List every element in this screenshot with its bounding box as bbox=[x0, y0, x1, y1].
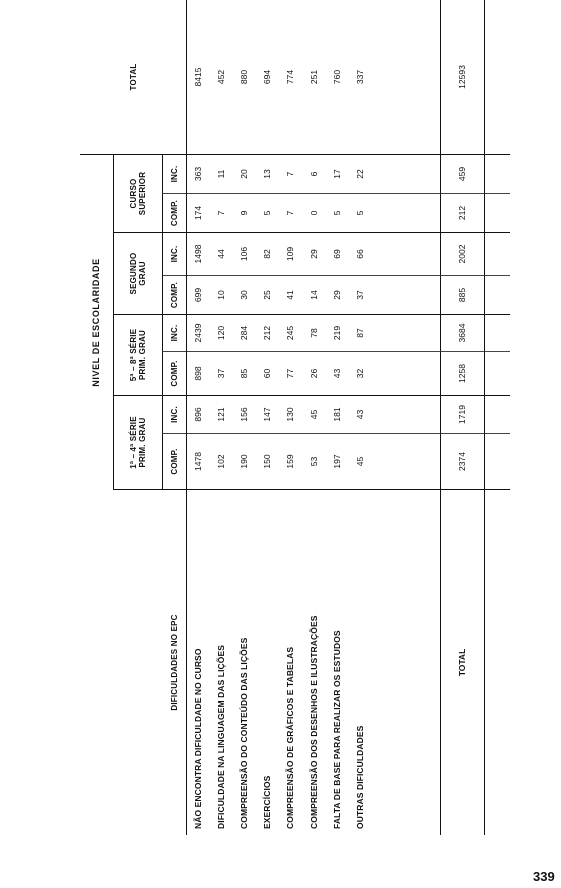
total-cell: 212 bbox=[440, 194, 484, 233]
table-cell: 181 bbox=[326, 396, 349, 434]
table-cell: 26 bbox=[303, 352, 326, 396]
table-cell: 120 bbox=[210, 315, 233, 352]
total-cell: 1719 bbox=[440, 396, 484, 434]
group-header-line: 5ª – 8ª SÉRIE bbox=[128, 328, 138, 382]
row-header: DIFICULDADES NO EPC bbox=[169, 614, 179, 711]
group-header-line: GRAU bbox=[138, 261, 147, 286]
total-cell: 1258 bbox=[440, 352, 484, 396]
table-cell: 60 bbox=[256, 352, 279, 396]
table-cell: 190 bbox=[233, 434, 256, 490]
table-cell: 245 bbox=[279, 315, 303, 352]
total-cell: 2374 bbox=[440, 434, 484, 490]
table-cell: 30 bbox=[233, 276, 256, 315]
total-cell: 12593 bbox=[440, 0, 484, 155]
total-cell: 459 bbox=[440, 155, 484, 194]
table-cell: 0 bbox=[303, 194, 326, 233]
table-cell: 5 bbox=[349, 194, 373, 233]
table-cell: 109 bbox=[279, 233, 303, 276]
table-cell: 212 bbox=[256, 315, 279, 352]
total-header: TOTAL bbox=[80, 0, 187, 155]
spacer-cell bbox=[373, 233, 440, 276]
spacer-cell bbox=[373, 396, 440, 434]
table-cell: 5 bbox=[256, 194, 279, 233]
table-cell: 32 bbox=[349, 352, 373, 396]
table-title: NIVEL DE ESCOLARIDADE bbox=[91, 258, 102, 387]
table-cell: 43 bbox=[326, 352, 349, 396]
table-cell: 219 bbox=[326, 315, 349, 352]
empty-corner bbox=[80, 490, 162, 835]
subheader-inc: INC. bbox=[162, 396, 187, 434]
table-cell: 8415 bbox=[187, 0, 210, 155]
group-header-line: SUPERIOR bbox=[138, 171, 147, 216]
table-cell: 898 bbox=[187, 352, 210, 396]
bottom-cell bbox=[484, 434, 510, 490]
bottom-cell bbox=[484, 490, 510, 835]
subheader-comp: COMP. bbox=[162, 352, 187, 396]
table-cell: 43 bbox=[349, 396, 373, 434]
table-cell: 159 bbox=[279, 434, 303, 490]
bottom-cell bbox=[484, 396, 510, 434]
spacer-cell bbox=[373, 194, 440, 233]
table-cell: 13 bbox=[256, 155, 279, 194]
table-cell: 45 bbox=[349, 434, 373, 490]
subheader-comp: COMP. bbox=[162, 194, 187, 233]
table-cell: 85 bbox=[233, 352, 256, 396]
spacer-cell bbox=[373, 276, 440, 315]
table-cell: 25 bbox=[256, 276, 279, 315]
bottom-cell bbox=[484, 194, 510, 233]
bottom-cell bbox=[484, 233, 510, 276]
spacer-cell bbox=[373, 434, 440, 490]
bottom-cell bbox=[484, 155, 510, 194]
table-cell: 69 bbox=[326, 233, 349, 276]
table-cell: 77 bbox=[279, 352, 303, 396]
bottom-cell bbox=[484, 352, 510, 396]
group-header-curso-superior bbox=[113, 155, 162, 233]
group-header-line: SEGUNDO bbox=[128, 252, 138, 295]
table-cell: 699 bbox=[187, 276, 210, 315]
table-cell: 896 bbox=[187, 396, 210, 434]
table-cell: 130 bbox=[279, 396, 303, 434]
table-cell: 87 bbox=[349, 315, 373, 352]
total-row-label: TOTAL bbox=[440, 490, 484, 835]
table-cell: 156 bbox=[233, 396, 256, 434]
table-cell: 17 bbox=[326, 155, 349, 194]
row-label: OUTRAS DIFICULDADES bbox=[355, 725, 366, 829]
group-header-1-4-serie bbox=[113, 396, 162, 490]
table-cell: 29 bbox=[303, 233, 326, 276]
table-cell: 9 bbox=[233, 194, 256, 233]
table-cell: 197 bbox=[326, 434, 349, 490]
table-cell: 121 bbox=[210, 396, 233, 434]
table-cell: 284 bbox=[233, 315, 256, 352]
subheader-inc: INC. bbox=[162, 315, 187, 352]
table-cell: 774 bbox=[279, 0, 303, 155]
spacer-cell bbox=[373, 490, 440, 835]
table-cell: 37 bbox=[210, 352, 233, 396]
total-cell: 2002 bbox=[440, 233, 484, 276]
table-cell: 20 bbox=[233, 155, 256, 194]
group-header-line: 1ª – 4ª SÉRIE bbox=[128, 416, 138, 469]
difficulties-table bbox=[80, 0, 510, 835]
table-cell: 760 bbox=[326, 0, 349, 155]
table-cell: 694 bbox=[256, 0, 279, 155]
table-cell: 6 bbox=[303, 155, 326, 194]
table-cell: 78 bbox=[303, 315, 326, 352]
subheader-inc: INC. bbox=[162, 155, 187, 194]
table-cell: 363 bbox=[187, 155, 210, 194]
table-cell: 251 bbox=[303, 0, 326, 155]
spacer-cell bbox=[373, 352, 440, 396]
subheader-comp: COMP. bbox=[162, 276, 187, 315]
table-cell: 1478 bbox=[187, 434, 210, 490]
table-cell: 29 bbox=[326, 276, 349, 315]
bottom-cell bbox=[484, 315, 510, 352]
table-cell: 66 bbox=[349, 233, 373, 276]
table-cell: 37 bbox=[349, 276, 373, 315]
total-cell: 3684 bbox=[440, 315, 484, 352]
row-label: NÃO ENCONTRA DIFICULDADE NO CURSO bbox=[192, 648, 203, 829]
table-cell: 22 bbox=[349, 155, 373, 194]
table-cell: 11 bbox=[210, 155, 233, 194]
table-cell: 2439 bbox=[187, 315, 210, 352]
table-cell: 53 bbox=[303, 434, 326, 490]
group-header-5-8-serie bbox=[113, 315, 162, 396]
row-label: COMPREENSÃO DO CONTEÚDO DAS LIÇÕES bbox=[238, 637, 249, 829]
group-header-line: PRIM. GRAU bbox=[138, 417, 147, 468]
table-cell: 1498 bbox=[187, 233, 210, 276]
spacer-cell bbox=[373, 155, 440, 194]
group-header-segundo-grau bbox=[113, 233, 162, 315]
table-cell: 5 bbox=[326, 194, 349, 233]
table-cell: 147 bbox=[256, 396, 279, 434]
table-cell: 106 bbox=[233, 233, 256, 276]
table-cell: 10 bbox=[210, 276, 233, 315]
row-label: COMPREENSÃO DE GRÁFICOS E TABELAS bbox=[285, 646, 296, 829]
subheader-inc: INC. bbox=[162, 233, 187, 276]
bottom-cell bbox=[484, 276, 510, 315]
table-cell: 82 bbox=[256, 233, 279, 276]
spacer-cell bbox=[373, 315, 440, 352]
group-header-line: PRIM. GRAU bbox=[138, 330, 147, 380]
group-header-line: CURSO bbox=[128, 178, 138, 209]
page-number: 339 bbox=[533, 869, 555, 884]
row-label: EXERCÍCIOS bbox=[261, 775, 272, 829]
row-label: DIFICULDADE NA LINGUAGEM DAS LIÇÕES bbox=[215, 644, 226, 829]
subheader-comp: COMP. bbox=[162, 434, 187, 490]
table-cell: 880 bbox=[233, 0, 256, 155]
table-cell: 102 bbox=[210, 434, 233, 490]
spacer-cell bbox=[373, 0, 440, 155]
table-cell: 7 bbox=[279, 194, 303, 233]
table-cell: 44 bbox=[210, 233, 233, 276]
table-cell: 7 bbox=[279, 155, 303, 194]
table-cell: 45 bbox=[303, 396, 326, 434]
total-cell: 885 bbox=[440, 276, 484, 315]
rotated-table-wrapper bbox=[80, 0, 510, 835]
bottom-cell bbox=[484, 0, 510, 155]
table-cell: 174 bbox=[187, 194, 210, 233]
row-label: COMPREENSÃO DOS DESENHOS E ILUSTRAÇÕES bbox=[308, 615, 319, 829]
row-label: FALTA DE BASE PARA REALIZAR OS ESTUDOS bbox=[331, 630, 342, 829]
table-cell: 7 bbox=[210, 194, 233, 233]
table-cell: 14 bbox=[303, 276, 326, 315]
table-cell: 41 bbox=[279, 276, 303, 315]
table-cell: 452 bbox=[210, 0, 233, 155]
table-cell: 150 bbox=[256, 434, 279, 490]
table-cell: 337 bbox=[349, 0, 373, 155]
